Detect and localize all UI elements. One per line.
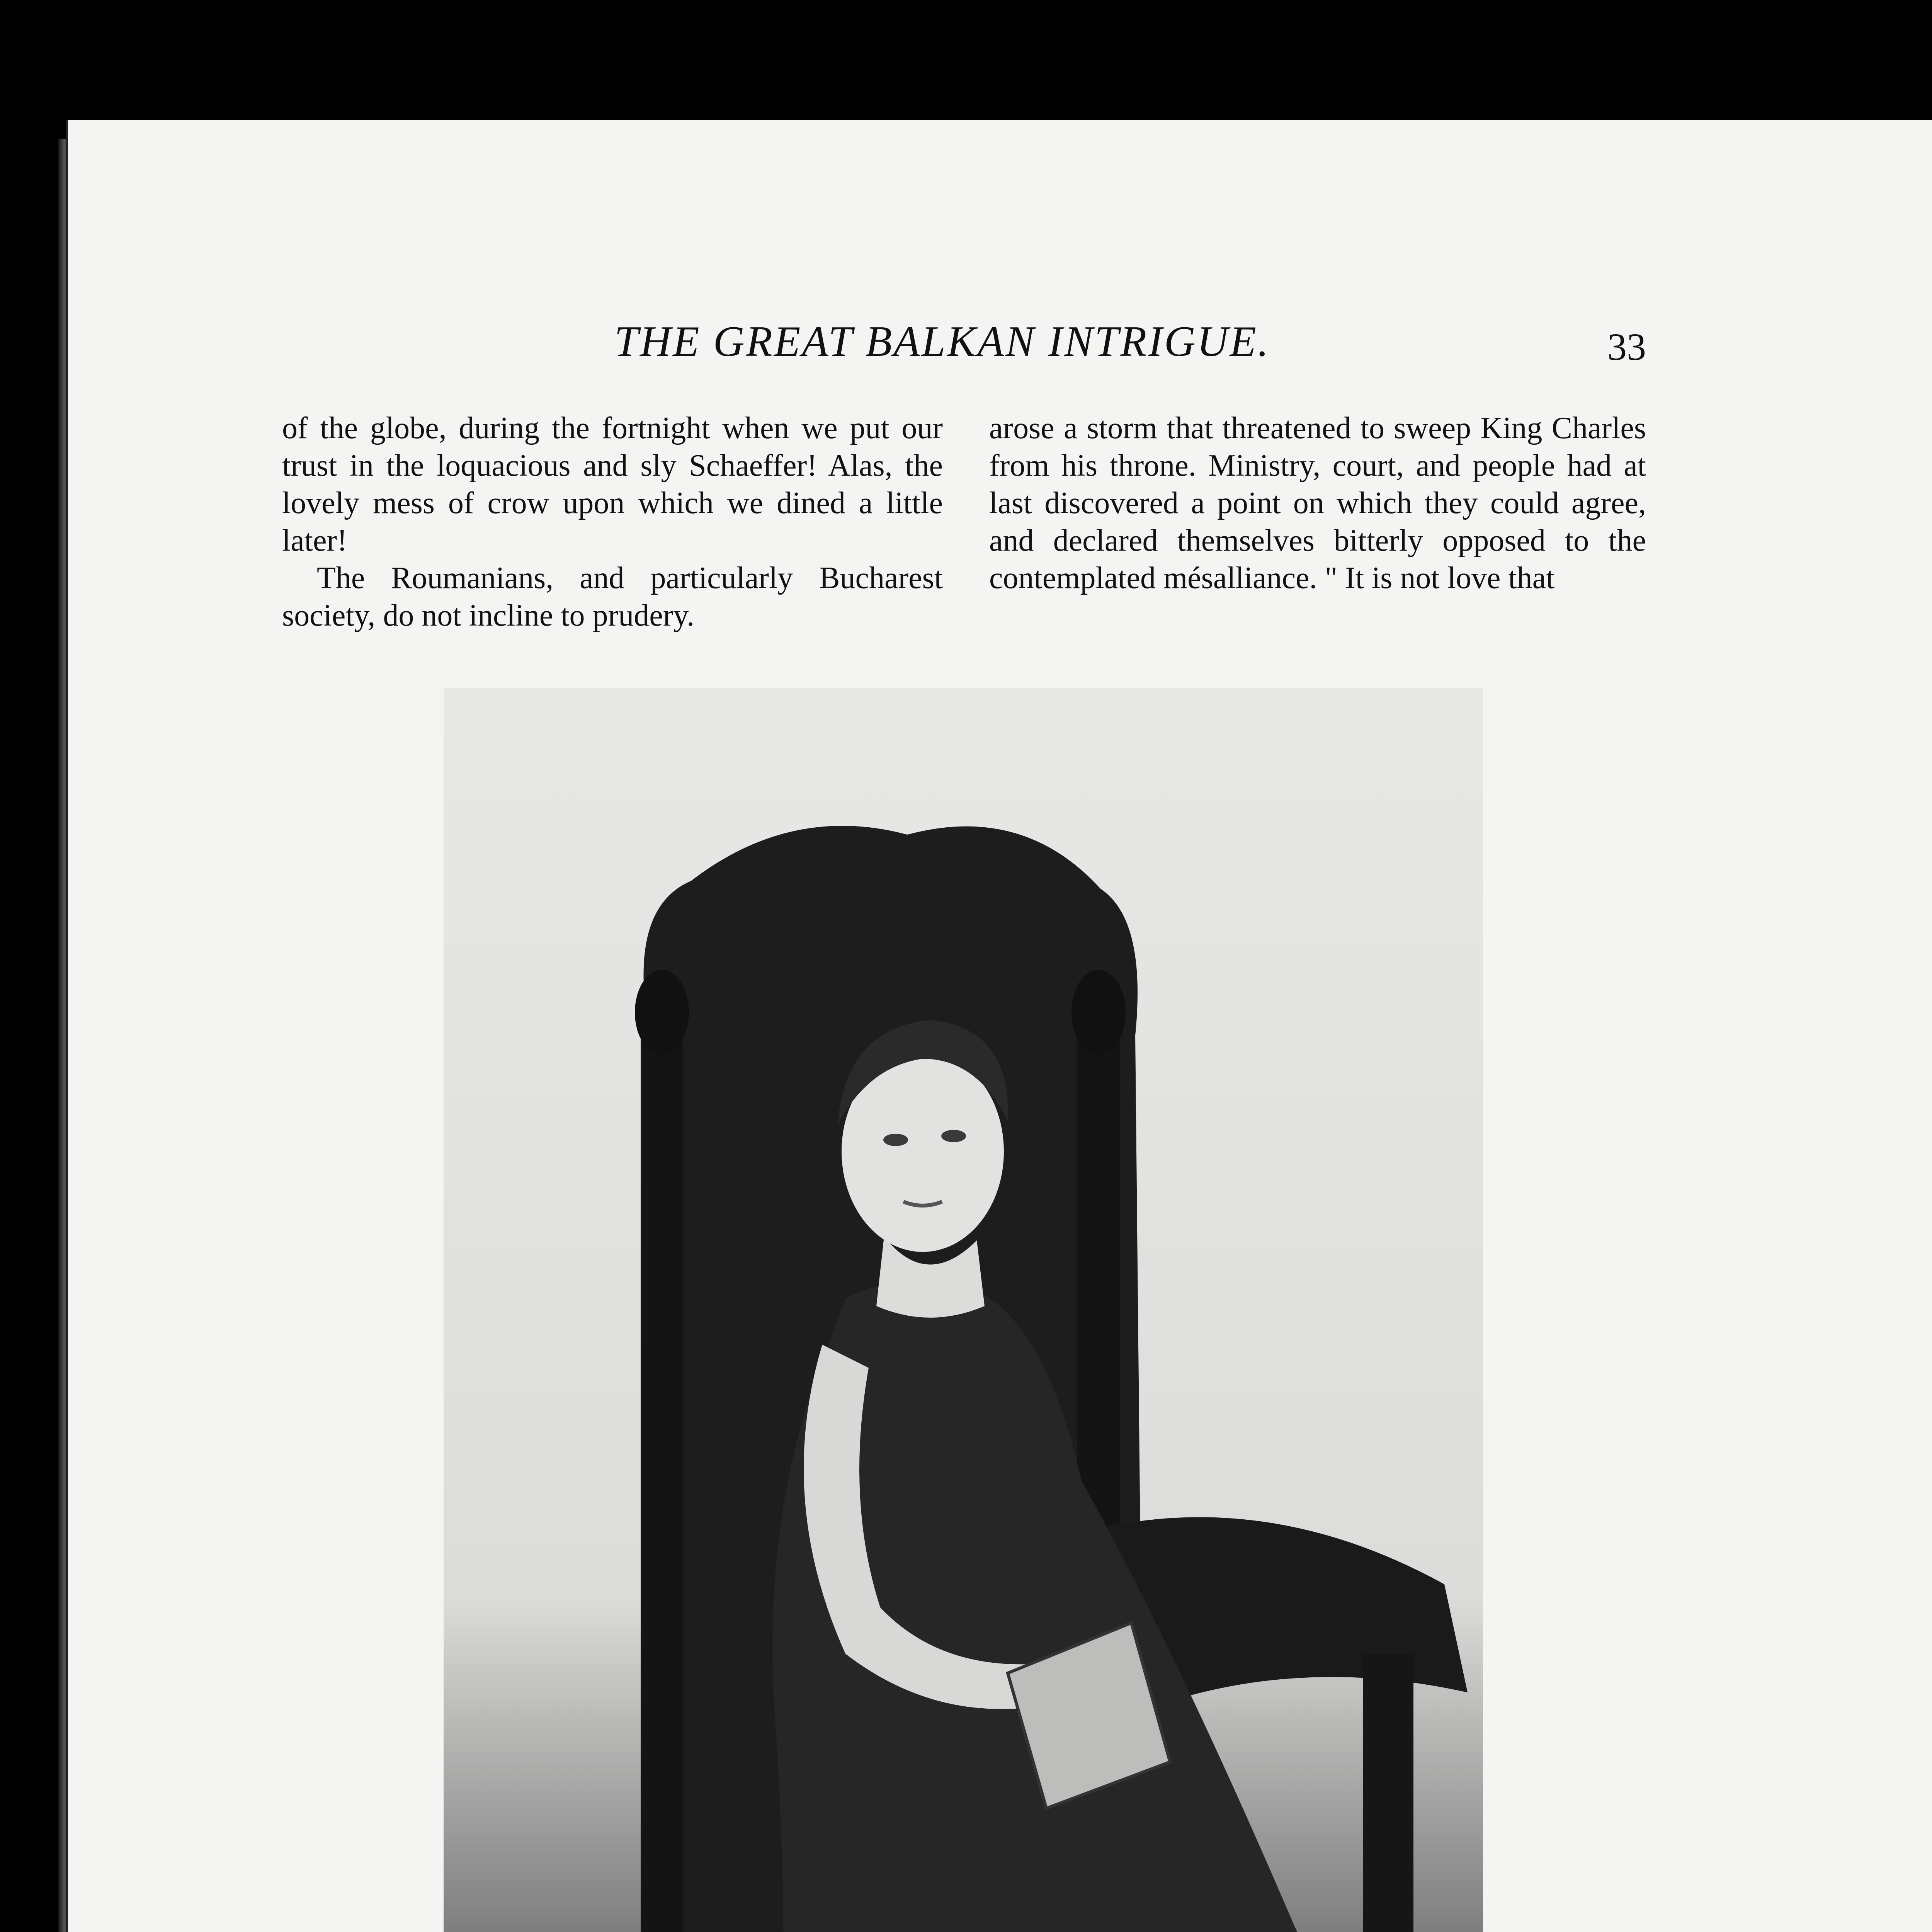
top-left-column <box>282 410 943 634</box>
paragraph: The Roumanians, and particularly Bucharest society, do not incline to prudery. <box>282 561 943 633</box>
page-number: 33 <box>1607 325 1646 368</box>
paragraph: arose a storm that threatened to sweep King Charles from his throne. Ministry, court, and people had at last discovered a point on which they could agree, and declared themselves bitterly opposed to the contemplated mésalliance. " It is not love that <box>989 411 1646 595</box>
portrait-photograph <box>444 688 1483 1932</box>
running-header: THE GREAT BALKAN INTRIGUE. <box>614 318 1270 366</box>
portrait-illustration <box>444 688 1483 1932</box>
top-right-column <box>989 410 1646 597</box>
paragraph: of the globe, during the fortnight when we put our trust in the loquacious and sly Schaeffer! Alas, the lovely mess of crow upon which we dined a little later! <box>282 411 943 558</box>
